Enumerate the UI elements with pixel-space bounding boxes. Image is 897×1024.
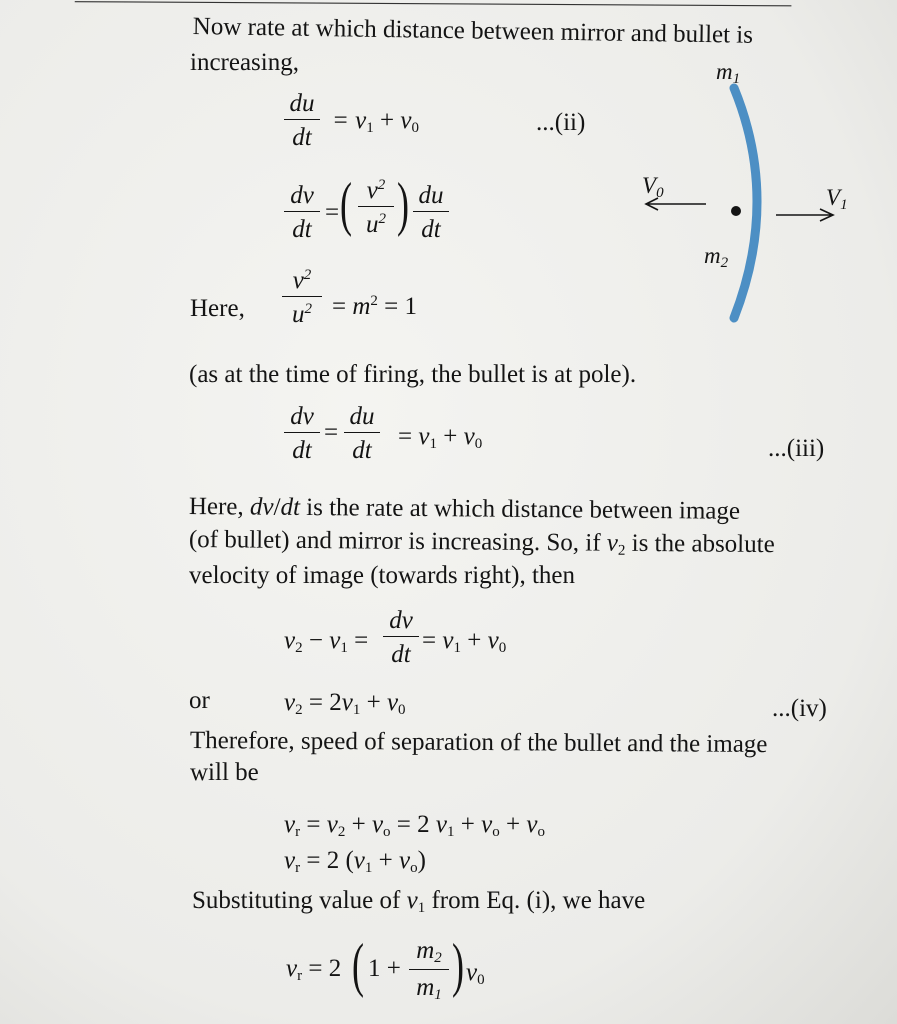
fraction-m2-m1: $\frac{m_2}{m_1}$ <box>409 938 449 1003</box>
eq8: $v_r = 2$ $(v_1 + v_o)$ <box>284 847 426 876</box>
label-m1: $m_1$ <box>716 59 741 87</box>
or-label: or <box>189 687 210 714</box>
pole-note: (as at the time of firing, the bullet is at pole). <box>189 361 637 388</box>
fraction-v2-u2-here: $\frac{v^2}{u^2}$ <box>282 268 322 327</box>
para1-line1: Here, dv/dt is the rate at which distance between image <box>188 493 741 525</box>
eq5-rhs: = $v_1 + v_0$ <box>422 627 507 656</box>
label-m2: $m_2$ <box>704 243 729 271</box>
para2-line2: will be <box>190 759 259 786</box>
para3: Substituting value of $v_1$ from Eq. (i), we have <box>192 887 646 916</box>
eq-label-iv: ...(iv) <box>772 695 827 722</box>
eq5-lhs: $v_2 - v_1$ = <box>284 627 369 656</box>
equals-iii: = <box>324 419 339 446</box>
eq9-open-paren: ( <box>351 932 364 998</box>
para1-line2: (of bullet) and mirror is increasing. So, if $v_2$ is the absolute <box>188 526 775 559</box>
para1-line3: velocity of image (towards right), then <box>189 562 575 589</box>
close-paren: ) <box>396 171 409 237</box>
fraction-dv-dt-iii: $\frac{dv}{dt}$ <box>284 404 320 463</box>
arrow-v1 <box>776 209 833 221</box>
eq4-rhs: = $v_1 + v_0$ <box>398 423 483 452</box>
eq-label-ii: ...(ii) <box>536 109 586 136</box>
eq9-one-plus: 1 + <box>368 955 401 982</box>
equals-sign: = <box>325 199 340 226</box>
label-v1: $V_1$ <box>826 185 848 213</box>
eq3-rhs: = $m^2 = 1$ <box>332 293 418 320</box>
here-label: Here, <box>190 295 245 322</box>
eq9-close-paren: ) <box>451 932 464 998</box>
fraction-du-dt-rhs: $\frac{du}{dt}$ <box>413 183 449 242</box>
intro-line-2: increasing, <box>190 49 299 76</box>
eq9-lhs: $v_r = 2$ <box>286 955 342 984</box>
fraction-v2-u2: $\frac{v^2}{u^2}$ <box>358 178 394 237</box>
page-top-rule <box>0 0 897 10</box>
bullet-dot <box>731 206 741 216</box>
fraction-dv-dt-lhs: $\frac{dv}{dt}$ <box>284 183 320 242</box>
intro-line-1: Now rate at which distance between mirror and bullet is <box>192 13 754 49</box>
open-paren: ( <box>339 171 352 237</box>
curved-mirror <box>734 88 757 318</box>
fraction-du-dt: $\frac{du}{dt}$ <box>284 91 320 150</box>
eq-label-iii: ...(iii) <box>768 435 825 462</box>
fraction-du-dt-iii: $\frac{du}{dt}$ <box>344 404 380 463</box>
eq1-rhs: = $v_1 + v_0$ <box>332 107 419 136</box>
fraction-dv-dt-eq5: $\frac{dv}{dt}$ <box>383 608 419 667</box>
label-v0: $V_0$ <box>642 173 664 201</box>
para2-line1: Therefore, speed of separation of the bullet and the image <box>189 727 768 759</box>
eq6: $v_2 = 2v_1 + v_0$ <box>284 689 406 718</box>
eq9-v0: $v_0$ <box>466 959 485 988</box>
eq7: $v_r = v_2 + v_o = 2$ $v_1 + v_o + v_o$ <box>284 811 545 840</box>
